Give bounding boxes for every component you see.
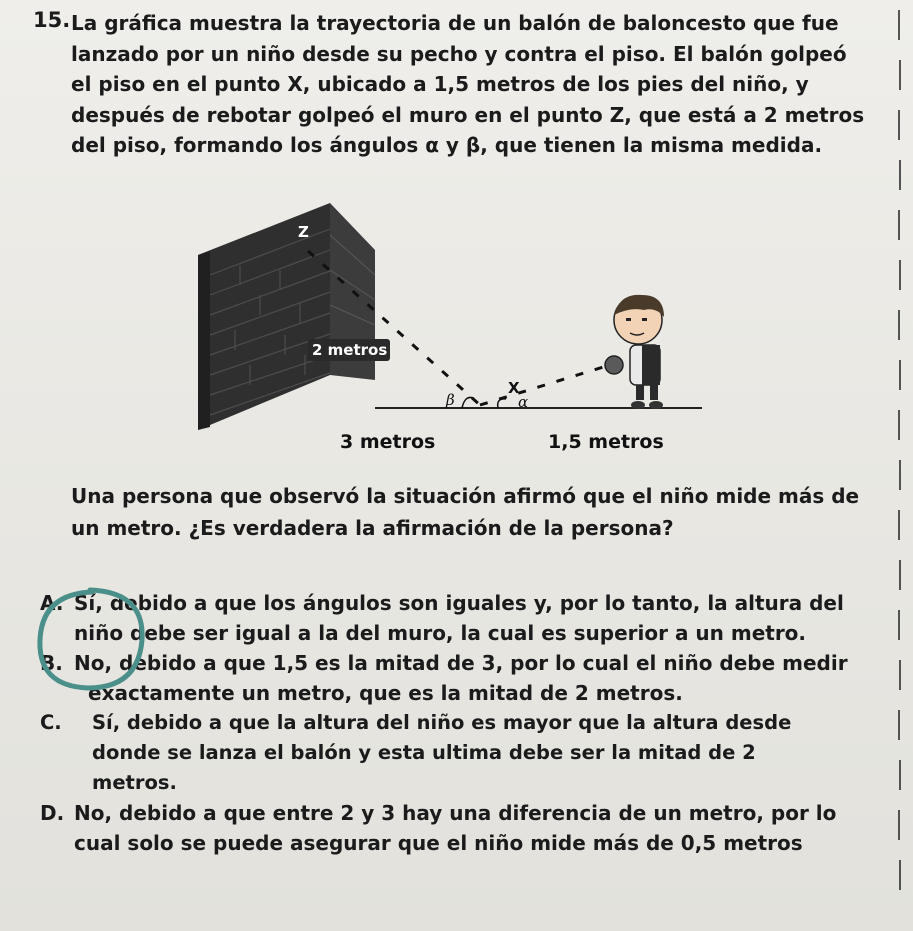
stem-line: el piso en el punto X, ubicado a 1,5 metros de los pies del niño, y	[71, 72, 809, 96]
stem-line: lanzado por un niño desde su pecho y contra el piso. El balón golpeó	[71, 41, 847, 66]
option-line: donde se lanza el balón y esta ultima debe ser la mitad de 2	[92, 741, 756, 764]
option-line: No, debido a que entre 2 y 3 hay una diferencia de un metro, por lo	[74, 801, 837, 825]
question-number: 15.	[33, 8, 71, 32]
option-c[interactable]	[40, 708, 880, 798]
basketball-icon	[605, 356, 623, 374]
option-line: metros.	[92, 771, 177, 794]
option-letter: B.	[40, 651, 63, 675]
point-x-label: X	[508, 379, 520, 397]
stem-line: después de rebotar golpeó el muro en el punto Z, que está a 2 metros	[71, 102, 865, 127]
option-letter: A.	[40, 591, 64, 615]
option-line: Sí, debido a que la altura del niño es mayor que la altura desde	[92, 711, 792, 734]
page-edge-marks	[893, 0, 907, 931]
option-line: exactamente un metro, que es la mitad de 2 metros.	[88, 681, 683, 705]
stem-line: La gráfica muestra la trayectoria de un balón de baloncesto que fue	[71, 11, 839, 35]
answer-options	[40, 588, 880, 858]
option-a[interactable]	[40, 588, 880, 648]
child-figure	[614, 295, 664, 409]
angle-alpha-label: α	[518, 393, 529, 411]
distance-wall-label: 3 metros	[340, 431, 436, 453]
option-letter: C.	[40, 711, 62, 734]
wall-height-label: 2 metros	[312, 341, 388, 359]
stem-line: del piso, formando los ángulos α y β, que tienen la misma medida.	[71, 133, 823, 157]
question-prompt	[71, 480, 861, 544]
angle-beta-label: β	[446, 391, 455, 409]
option-line: Sí, debido a que los ángulos son iguales y, por lo tanto, la altura del	[74, 591, 844, 615]
distance-child-label: 1,5 metros	[548, 431, 664, 453]
trajectory-figure	[190, 195, 710, 465]
option-d[interactable]	[40, 798, 880, 858]
question-stem	[71, 8, 865, 161]
point-z-label: Z	[298, 223, 309, 241]
prompt-line: un metro. ¿Es verdadera la afirmación de la persona?	[71, 516, 674, 540]
option-b[interactable]	[40, 648, 880, 708]
brick-wall	[198, 203, 375, 430]
option-line: niño debe ser igual a la del muro, la cual es superior a un metro.	[74, 621, 807, 645]
prompt-line: Una persona que observó la situación afirmó que el niño mide más de	[71, 484, 860, 508]
option-line: cual solo se puede asegurar que el niño mide más de 0,5 metros	[74, 831, 803, 855]
option-line: No, debido a que 1,5 es la mitad de 3, por lo cual el niño debe medir	[74, 651, 848, 675]
angle-alpha-arc	[498, 399, 506, 408]
option-letter: D.	[40, 801, 65, 825]
